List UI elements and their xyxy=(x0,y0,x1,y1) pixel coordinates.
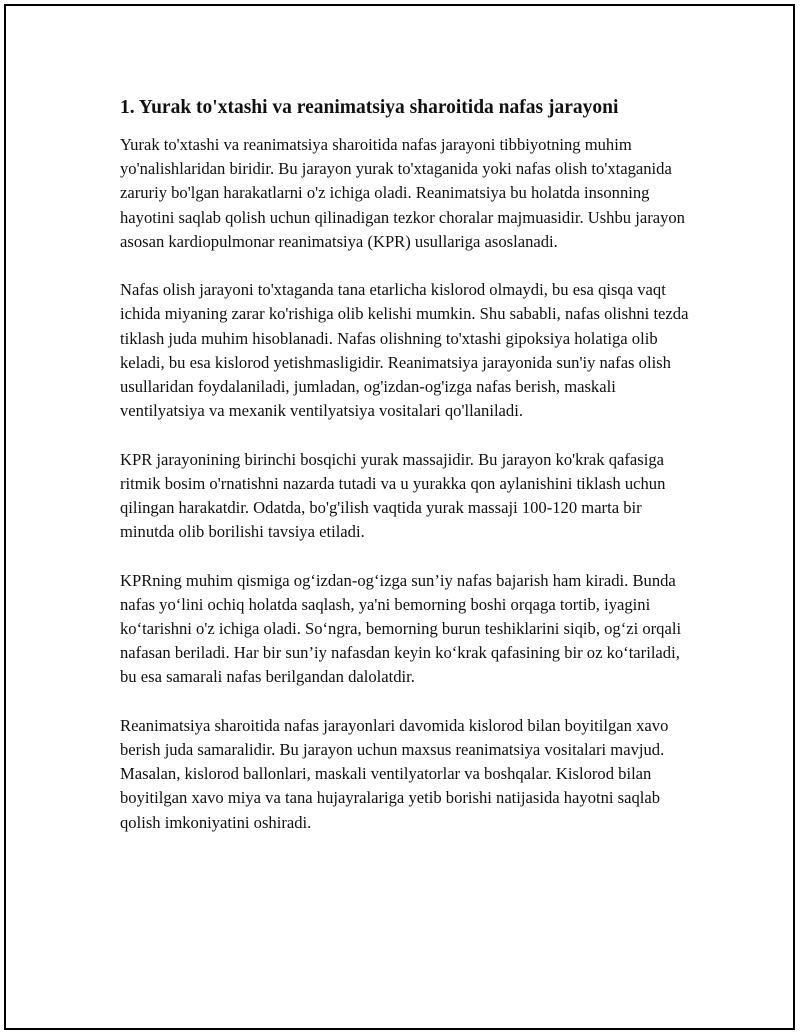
paragraph-oxygen: Reanimatsiya sharoitida nafas jarayonlari davomida kislorod bilan boyitilgan xavo berish juda samaralidir. Bu jarayon uchun maxsus reanimatsiya vositalari mavjud. Masalan, kislorod ballonlari, maskali ventilyatorlar va boshqalar. Kislorod bilan boyitilgan xavo miya va tana hujayralariga yetib borishi natijasida hayotni saqlab qolish imkoniyatini oshiradi. xyxy=(120,715,669,832)
paragraph-breathing-stop: Nafas olish jarayoni to'xtaganda tana etarlicha kislorod olmaydi, bu esa qisqa vaqt ichida miyaning zarar ko'rishiga olib kelishi mumkin. Shu sababli, nafas olishni tezda tiklash juda muhim hisoblanadi. Nafas olishning to'xtashi gipoksiya holatiga olib keladi, bu esa kislorod yetishmasligidir. Reanimatsiya jarayonida sun'iy nafas olish usullaridan foydalaniladi, jumladan, og'izdan-og'izga nafas berish, maskali ventilyatsiya va mexanik ventilyatsiya vositalari qo'llaniladi. xyxy=(120,280,689,421)
section-heading: 1. Yurak to'xtashi va reanimatsiya sharoitida nafas jarayoni xyxy=(120,97,619,118)
document-page xyxy=(4,4,795,1030)
paragraph-intro: Yurak to'xtashi va reanimatsiya sharoitida nafas jarayoni tibbiyotning muhim yo'nalishlaridan biridir. Bu jarayon yurak to'xtaganida yoki nafas olish to'xtaganida zaruriy bo'lgan harakatlarni o'z ichiga oladi. Reanimatsiya bu holatda insonning hayotini saqlab qolish uchun qilinadigan tezkor choralar majmuasidir. Ushbu jarayon asosan kardiopulmonar reanimatsiya (KPR) usullariga asoslanadi. xyxy=(120,135,685,251)
paragraph-mouth-to-mouth: KPRning muhim qismiga og‘izdan-og‘izga sun’iy nafas bajarish ham kiradi. Bunda nafas yo‘lini ochiq holatda saqlash, ya'ni bemorning boshi orqaga tortib, iyagini ko‘tarishni o'z ichiga oladi. So‘ngra, bemorning burun teshiklarini siqib, og‘zi orqali nafasan beriladi. Har bir sun’iy nafasdan keyin ko‘krak qafasining bir oz ko‘tariladi, bu esa samarali nafas berilgandan dalolatdir. xyxy=(120,570,682,687)
paragraph-heart-massage: KPR jarayonining birinchi bosqichi yurak massajidir. Bu jarayon ko'krak qafasiga ritmik bosim o'rnatishni nazarda tutadi va u yurakka qon aylanishini tiklash uchun qilingan harakatdir. Odatda, bo'g'ilish vaqtida yurak massaji 100-120 marta bir minutda olib borilishi tavsiya etiladi. xyxy=(120,449,666,542)
document-body xyxy=(120,96,700,859)
